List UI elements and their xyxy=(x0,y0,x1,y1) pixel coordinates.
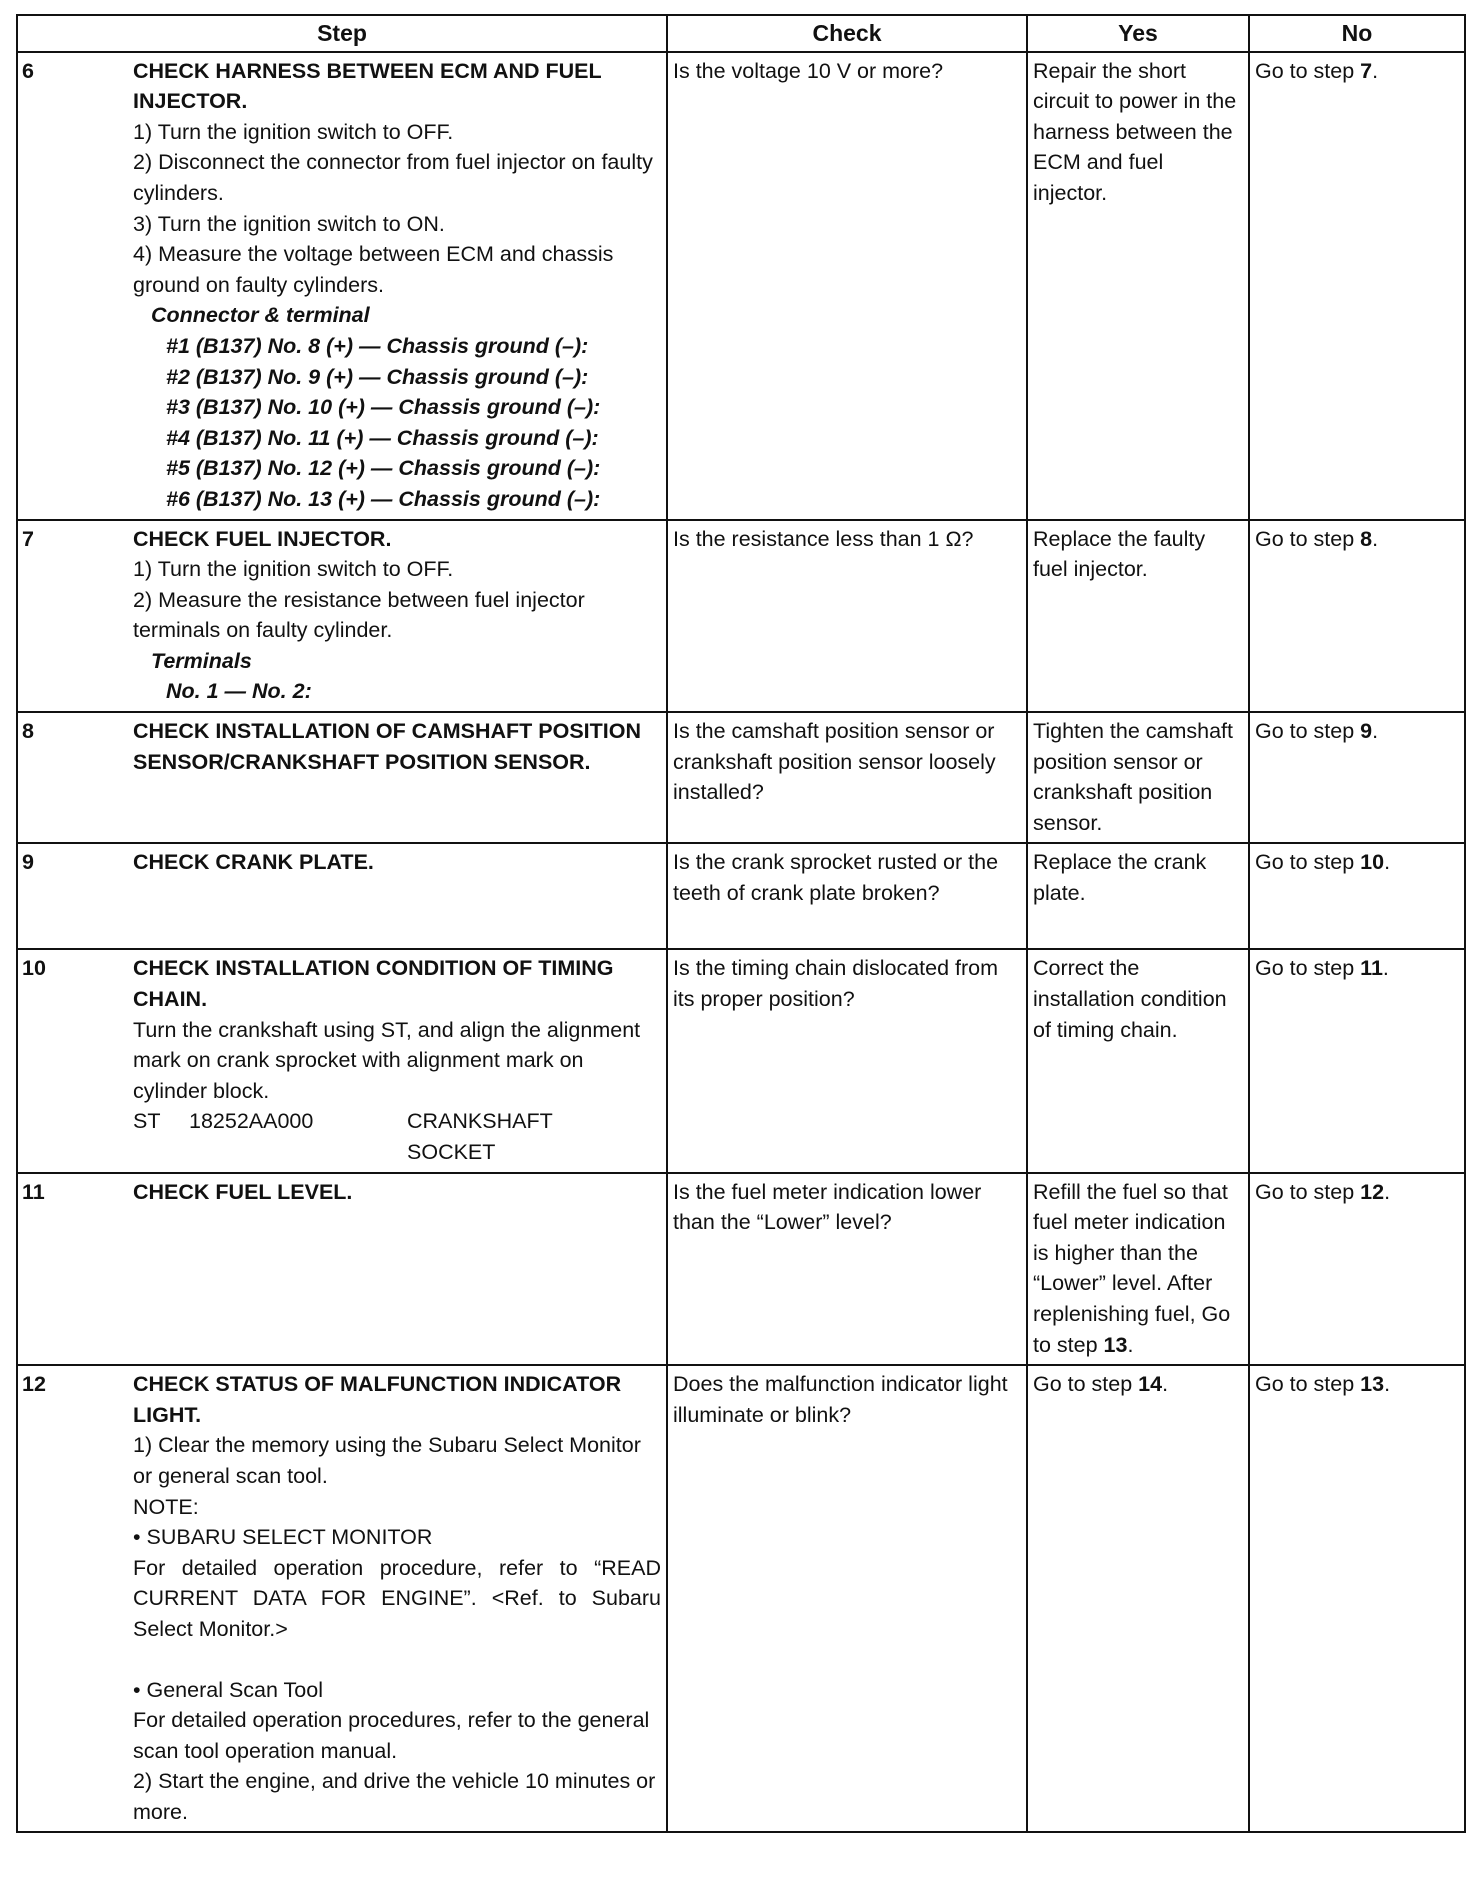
spec-line: No. 1 — No. 2: xyxy=(166,679,312,704)
header-step: Step xyxy=(17,15,667,52)
no-prefix: Go to step xyxy=(1255,526,1361,551)
no-suffix: . xyxy=(1372,526,1379,551)
yes-text: Refill the fuel so that fuel meter indication is higher than the “Lower” level. After replenishing fuel, Go to step xyxy=(1033,1179,1231,1357)
no-step-ref: 11 xyxy=(1360,956,1383,981)
no-prefix: Go to step xyxy=(1255,1372,1361,1397)
yes-cell: Replace the faulty fuel injector. xyxy=(1027,520,1249,713)
yes-prefix: Go to step xyxy=(1033,1372,1139,1397)
spec-title: Terminals xyxy=(151,648,252,673)
no-step-ref: 10 xyxy=(1360,850,1385,875)
step-content xyxy=(133,1369,661,1827)
yes-cell: Repair the short circuit to power in the harness between the ECM and fuel injector. xyxy=(1027,52,1249,520)
spec-line: #6 (B137) No. 13 (+) — Chassis ground (–): xyxy=(166,486,601,511)
check-cell: Is the voltage 10 V or more? xyxy=(667,52,1027,520)
header-check: Check xyxy=(667,15,1027,52)
step-instruction: 1) Turn the ignition switch to OFF. xyxy=(133,557,454,582)
no-cell xyxy=(1249,1365,1465,1832)
step-number: 6 xyxy=(22,58,34,83)
no-cell xyxy=(1249,843,1465,949)
step-instruction: 2) Disconnect the connector from fuel injector on faulty cylinders. xyxy=(133,150,653,205)
no-step-ref: 13 xyxy=(1360,1372,1385,1397)
note-bullet: • SUBARU SELECT MONITOR xyxy=(133,1525,433,1550)
step-cell xyxy=(17,1173,667,1366)
no-suffix: . xyxy=(1382,956,1389,981)
table-row-step-7 xyxy=(17,520,1465,713)
step-content xyxy=(133,847,661,878)
step-cell xyxy=(17,1365,667,1832)
spec-line: #2 (B137) No. 9 (+) — Chassis ground (–): xyxy=(166,364,589,389)
spec-line: #1 (B137) No. 8 (+) — Chassis ground (–): xyxy=(166,333,589,358)
step-content xyxy=(133,716,661,777)
step-content xyxy=(133,56,661,515)
step-instruction: 2) Start the engine, and drive the vehicle 10 minutes or more. xyxy=(133,1769,656,1824)
check-cell: Is the resistance less than 1 Ω? xyxy=(667,520,1027,713)
table-row-step-11 xyxy=(17,1173,1465,1366)
spec-line: #5 (B137) No. 12 (+) — Chassis ground (–): xyxy=(166,456,601,481)
step-title: CHECK STATUS OF MALFUNCTION INDICATOR LIGHT. xyxy=(133,1372,622,1427)
note-label: NOTE: xyxy=(133,1494,199,1519)
step-number: 11 xyxy=(22,1179,45,1204)
no-cell xyxy=(1249,949,1465,1172)
yes-cell: Correct the installation condition of timing chain. xyxy=(1027,949,1249,1172)
no-prefix: Go to step xyxy=(1255,956,1361,981)
step-title: CHECK FUEL LEVEL. xyxy=(133,1179,353,1204)
no-cell xyxy=(1249,712,1465,843)
header-no: No xyxy=(1249,15,1465,52)
note-paragraph: For detailed operation procedure, refer to “READ CURRENT DATA FOR ENGINE”. <Ref. to Subaru Select Monitor.> xyxy=(133,1555,661,1641)
no-suffix: . xyxy=(1372,58,1379,83)
check-cell: Does the malfunction indicator light illuminate or blink? xyxy=(667,1365,1027,1832)
step-number: 10 xyxy=(22,956,46,981)
no-prefix: Go to step xyxy=(1255,850,1361,875)
no-step-ref: 9 xyxy=(1360,719,1373,744)
check-cell: Is the timing chain dislocated from its proper position? xyxy=(667,949,1027,1172)
step-number: 9 xyxy=(22,850,34,875)
check-cell: Is the crank sprocket rusted or the teeth of crank plate broken? xyxy=(667,843,1027,949)
spec-line: #3 (B137) No. 10 (+) — Chassis ground (–): xyxy=(166,395,601,420)
header-yes: Yes xyxy=(1027,15,1249,52)
troubleshooting-table-page xyxy=(16,14,1464,1833)
check-cell: Is the camshaft position sensor or crankshaft position sensor loosely installed? xyxy=(667,712,1027,843)
step-instruction: 2) Measure the resistance between fuel injector terminals on faulty cylinder. xyxy=(133,587,585,643)
header-row xyxy=(17,15,1465,52)
step-cell xyxy=(17,52,667,520)
step-instruction: 1) Turn the ignition switch to OFF. xyxy=(133,119,454,144)
table-row-step-12 xyxy=(17,1365,1465,1832)
yes-cell: Tighten the camshaft position sensor or crankshaft position sensor. xyxy=(1027,712,1249,843)
yes-cell: Replace the crank plate. xyxy=(1027,843,1249,949)
diagnostic-table xyxy=(16,14,1466,1833)
step-title: CHECK INSTALLATION CONDITION OF TIMING CHAIN. xyxy=(133,956,614,1012)
yes-suffix: . xyxy=(1127,1332,1134,1357)
yes-cell xyxy=(1027,1365,1249,1832)
no-step-ref: 7 xyxy=(1360,58,1373,83)
special-tool-name: CRANKSHAFT SOCKET xyxy=(407,1109,553,1164)
no-step-ref: 8 xyxy=(1360,526,1373,551)
yes-suffix: . xyxy=(1162,1372,1169,1397)
no-suffix: . xyxy=(1372,719,1379,744)
yes-step-ref: 13 xyxy=(1103,1332,1128,1357)
no-suffix: . xyxy=(1384,1179,1391,1204)
special-tool-part-number: 18252AA000 xyxy=(189,1109,314,1134)
spec-line: #4 (B137) No. 11 (+) — Chassis ground (–): xyxy=(166,425,599,450)
table-row-step-9 xyxy=(17,843,1465,949)
no-step-ref: 12 xyxy=(1360,1179,1385,1204)
step-instruction: Turn the crankshaft using ST, and align the alignment mark on crank sprocket with alignment mark on cylinder block. xyxy=(133,1017,641,1103)
step-title: CHECK FUEL INJECTOR. xyxy=(133,526,392,551)
step-title: CHECK INSTALLATION OF CAMSHAFT POSITION SENSOR/CRANKSHAFT POSITION SENSOR. xyxy=(133,719,642,774)
yes-step-ref: 14 xyxy=(1138,1372,1163,1397)
table-row-step-8 xyxy=(17,712,1465,843)
step-number: 8 xyxy=(22,719,34,744)
yes-cell xyxy=(1027,1173,1249,1366)
step-title: CHECK HARNESS BETWEEN ECM AND FUEL INJECTOR. xyxy=(133,58,602,114)
special-tool-line xyxy=(133,1106,661,1167)
no-suffix: . xyxy=(1384,850,1391,875)
no-prefix: Go to step xyxy=(1255,1179,1361,1204)
spacer xyxy=(133,1645,661,1675)
no-suffix: . xyxy=(1384,1372,1391,1397)
no-cell xyxy=(1249,1173,1465,1366)
table-row-step-6 xyxy=(17,52,1465,520)
spec-title: Connector & terminal xyxy=(151,303,370,328)
step-cell xyxy=(17,520,667,713)
step-number: 12 xyxy=(22,1372,46,1397)
no-cell xyxy=(1249,520,1465,713)
check-cell: Is the fuel meter indication lower than the “Lower” level? xyxy=(667,1173,1027,1366)
table-row-step-10 xyxy=(17,949,1465,1172)
no-prefix: Go to step xyxy=(1255,719,1361,744)
step-number: 7 xyxy=(22,526,34,551)
step-content xyxy=(133,953,661,1167)
step-instruction: 1) Clear the memory using the Subaru Select Monitor or general scan tool. xyxy=(133,1433,641,1488)
note-paragraph: For detailed operation procedures, refer to the general scan tool operation manual. xyxy=(133,1708,650,1763)
step-cell xyxy=(17,712,667,843)
note-bullet: • General Scan Tool xyxy=(133,1677,323,1702)
step-content xyxy=(133,1177,661,1208)
no-cell xyxy=(1249,52,1465,520)
step-cell xyxy=(17,843,667,949)
step-content xyxy=(133,524,661,708)
step-title: CHECK CRANK PLATE. xyxy=(133,850,374,875)
special-tool-label: ST xyxy=(133,1109,161,1134)
step-instruction: 4) Measure the voltage between ECM and chassis ground on faulty cylinders. xyxy=(133,242,614,297)
no-prefix: Go to step xyxy=(1255,58,1361,83)
step-cell xyxy=(17,949,667,1172)
step-instruction: 3) Turn the ignition switch to ON. xyxy=(133,211,445,236)
